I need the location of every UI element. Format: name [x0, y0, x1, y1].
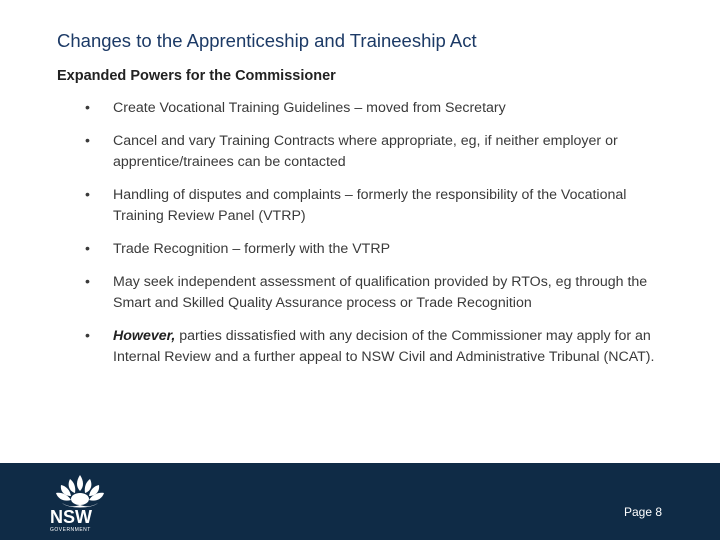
logo-wordmark: NSW	[50, 507, 92, 527]
bullet-list	[85, 98, 675, 380]
bullet-icon: •	[85, 100, 90, 116]
bullet-text: Create Vocational Training Guidelines – moved from Secretary	[113, 100, 506, 116]
bullet-icon: •	[85, 274, 90, 290]
bullet-item	[85, 98, 675, 119]
bullet-text: May seek independent assessment of qualification provided by RTOs, eg through the Smart and Skilled Quality Assurance process or Trade Recognition	[113, 274, 648, 311]
slide-subtitle: Expanded Powers for the Commissioner	[57, 68, 336, 84]
bullet-text: parties dissatisfied with any decision of the Commissioner may apply for an Internal Review and a further appeal to NSW Civil and Administrative Tribunal (NCAT).	[113, 328, 655, 365]
bullet-item	[85, 326, 675, 368]
slide-title: Changes to the Apprenticeship and Traineeship Act	[57, 30, 477, 51]
bullet-item	[85, 272, 675, 314]
page-number: Page 8	[624, 505, 663, 519]
bullet-lead-emphasis: However,	[113, 328, 176, 344]
waratah-flower-icon	[50, 473, 110, 511]
bullet-icon: •	[85, 187, 90, 203]
nsw-waratah-logo-icon	[50, 473, 110, 533]
bullet-icon: •	[85, 241, 90, 257]
logo-government-text: GOVERNMENT	[50, 527, 91, 533]
bullet-item	[85, 185, 675, 227]
bullet-item	[85, 239, 675, 260]
bullet-icon: •	[85, 133, 90, 149]
bullet-icon: •	[85, 328, 90, 344]
bullet-text: Handling of disputes and complaints – formerly the responsibility of the Vocational Training Review Panel (VTRP)	[113, 187, 627, 224]
bullet-text: Trade Recognition – formerly with the VTRP	[113, 241, 391, 257]
footer-bar	[0, 463, 720, 540]
bullet-text: Cancel and vary Training Contracts where appropriate, eg, if neither employer or apprentice/trainees can be contacted	[113, 133, 618, 170]
bullet-item	[85, 131, 675, 173]
